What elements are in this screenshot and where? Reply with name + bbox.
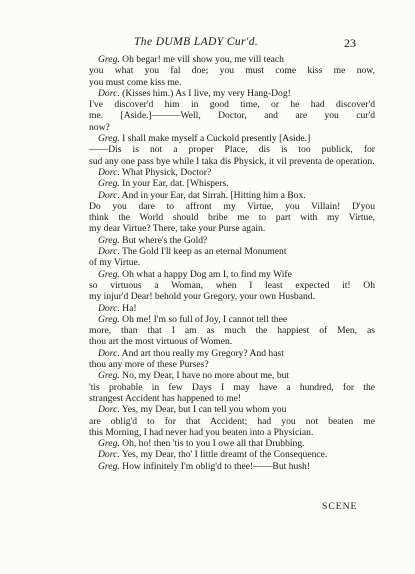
body-text bbox=[89, 54, 375, 472]
text-line: Greg. Oh me! I'm so full of Joy, I cannot tell thee bbox=[98, 313, 288, 325]
speaker-name: Dorc. bbox=[98, 166, 120, 178]
speaker-name: Greg. bbox=[98, 234, 120, 246]
speaker-name: Greg. bbox=[98, 460, 120, 472]
speaker-name: Greg. bbox=[98, 133, 120, 145]
text-line: Greg. Oh begar! me vill show you, me vill teach bbox=[98, 54, 284, 65]
text-line: Greg. I shall make myself a Cuckold presently [Aside.] bbox=[98, 133, 311, 145]
text-line: Do you dare to affront my Virtue, you Villain! D'you bbox=[89, 200, 375, 212]
speaker-name: Greg. bbox=[98, 438, 120, 450]
text-line: thou art the most virtuous of Women. bbox=[89, 336, 233, 348]
text-line: Greg. In your Ear, dat. [Whispers. bbox=[98, 178, 229, 190]
text-line: Dorc. Ha! bbox=[98, 302, 137, 314]
running-title: The DUMB LADY Cur'd. bbox=[134, 36, 259, 48]
text-line: I've discover'd him in good time, or he had discover'd bbox=[89, 99, 375, 111]
text-line: so virtuous a Woman, when I least expected it! Oh bbox=[89, 279, 375, 291]
text-line: ——Dis is not a proper Place, dis is too publick, for bbox=[89, 144, 375, 156]
text-line: you must come kiss me. bbox=[89, 76, 182, 88]
catchword: SCENE bbox=[322, 501, 358, 512]
text-line: Dorc. And in your Ear, dat Sirrah. [Hitting him a Box. bbox=[98, 189, 306, 201]
page-number: 23 bbox=[344, 36, 356, 50]
text-line: Dorc. Yes, my Dear, tho' I little dreamt of the Consequence. bbox=[98, 449, 328, 461]
text-line: Greg. How infinitely I'm oblig'd to thee!——But hush! bbox=[98, 460, 311, 472]
speaker-name: Greg. bbox=[98, 313, 120, 325]
speaker-name: Dorc. bbox=[98, 246, 120, 258]
text-line: think the World should bribe me to part with my Virtue, bbox=[89, 212, 375, 224]
speaker-name: Dorc. bbox=[98, 449, 120, 461]
text-line: are oblig'd to for that Accident; had you not beaten me bbox=[89, 415, 375, 427]
speaker-name: Greg. bbox=[98, 54, 120, 65]
text-line: Greg. But where's the Gold? bbox=[98, 234, 208, 246]
text-line: Greg. Oh what a happy Dog am I, to find my Wife bbox=[98, 268, 292, 280]
speaker-name: Dorc. bbox=[98, 87, 120, 99]
text-line: my dear Virtue? There, take your Purse again. bbox=[89, 223, 266, 235]
text-line: 'tis probable in few Days I may have a hundred, for the bbox=[89, 381, 375, 393]
speaker-name: Greg. bbox=[98, 268, 120, 280]
speaker-name: Dorc. bbox=[98, 404, 120, 416]
speaker-name: Dorc. bbox=[98, 347, 120, 359]
text-line: me. [Aside.]———Well, Doctor, and are you cur'd bbox=[89, 110, 375, 122]
text-line: now? bbox=[89, 121, 110, 133]
text-line: of my Virtue. bbox=[89, 257, 141, 269]
text-line: Dorc. The Gold I'll keep as an eternal Monument bbox=[98, 246, 287, 258]
text-line: sud any one pass bye while I taka dis Physick, it vil preventa de operation. bbox=[89, 155, 375, 167]
speaker-name: Greg. bbox=[98, 370, 120, 382]
speaker-name: Dorc. bbox=[98, 189, 120, 201]
text-line: more, than that I am as much the happiest of Men, as bbox=[89, 325, 375, 337]
text-line: Greg. No, my Dear, I have no more about me, but bbox=[98, 370, 290, 382]
text-line: Dorc. (Kisses him.) As I live, my very Hang-Dog! bbox=[98, 87, 291, 99]
text-line: you what you fal doe; you must come kiss me now, bbox=[89, 65, 375, 77]
text-line: this Morning, I had never had you beaten into a Physician. bbox=[89, 426, 314, 438]
text-line: Dorc. What Physick, Doctor? bbox=[98, 166, 212, 178]
text-line: strangest Accident has happened to me! bbox=[89, 392, 242, 404]
text-line: my injur'd Dear! behold your Gregory, your own Husband. bbox=[89, 291, 315, 303]
text-line: Dorc. Yes, my Dear, but I can tell you whom you bbox=[98, 404, 287, 416]
text-line: Greg. Oh, ho! then 'tis to you I owe all that Drubbing. bbox=[98, 438, 305, 450]
text-line: Dorc. And art thou really my Gregory? And hast bbox=[98, 347, 284, 359]
text-line: thou any more of these Purses? bbox=[89, 359, 209, 371]
speaker-name: Greg. bbox=[98, 178, 120, 190]
speaker-name: Dorc. bbox=[98, 302, 120, 314]
